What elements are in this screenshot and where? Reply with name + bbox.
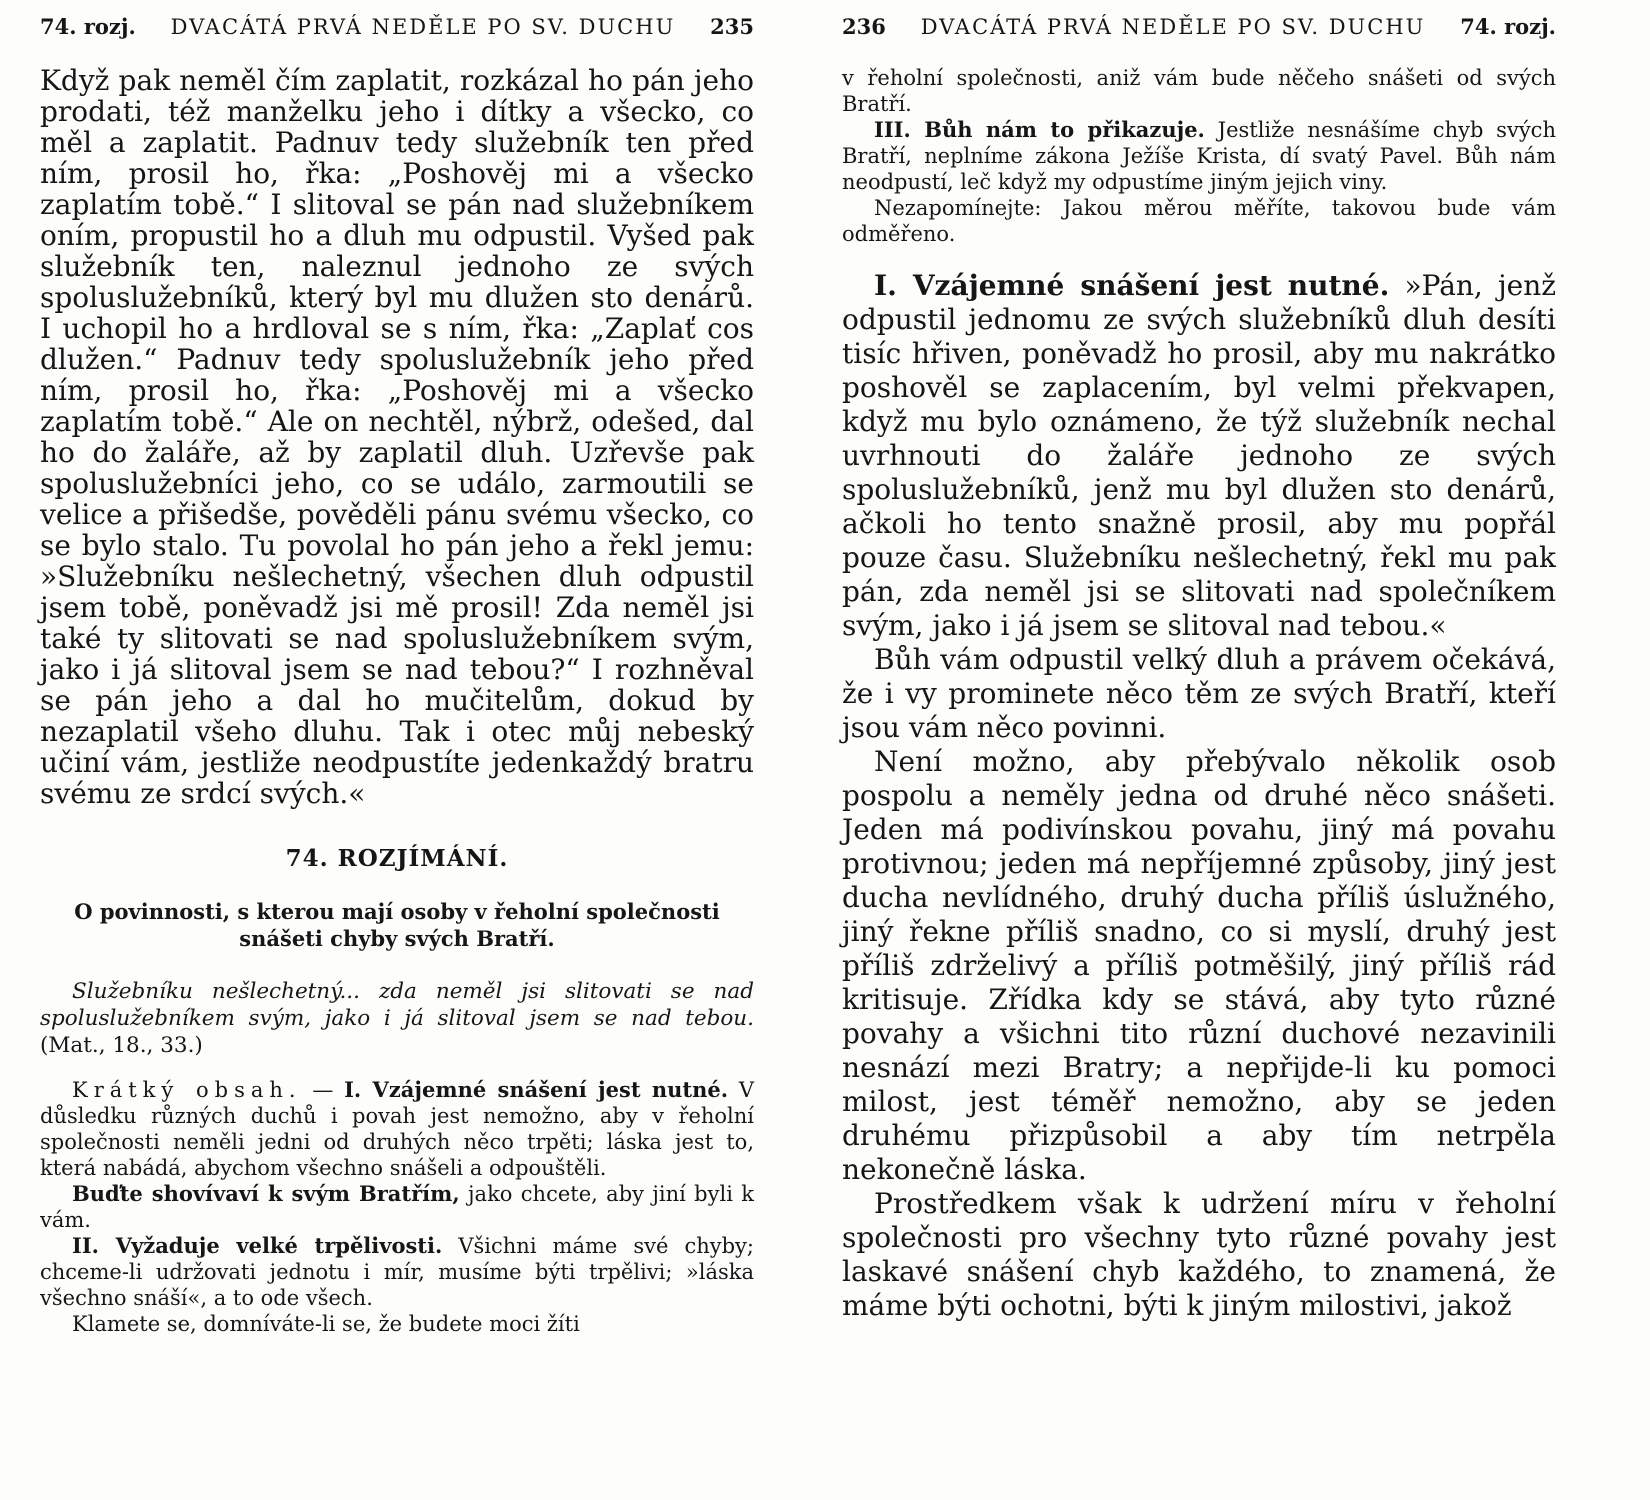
- summary-paragraph: [40, 1311, 754, 1337]
- summary-text: V důsledku různých duchů i povah jest nemožno, aby v řeholní společnosti neměli jedni od druhých něco trpěti; láska jest to, která nabádá, abychom všechno snášeli a odpouštěli.: [40, 1078, 754, 1180]
- summary-paragraph: [40, 1233, 754, 1311]
- page-left: [40, 14, 754, 1337]
- summary-text: jako chcete, aby jiní byli k vám.: [40, 1182, 754, 1232]
- body-text: »Pán, jenž odpustil jednomu ze svých služebníků dluh desíti tisíc hřiven, poněvadž ho prosil, aby mu nakrátko poshověl se zaplacením, byl velmi překvapen, když mu bylo oznámeno, že týž služebník nechal uvrhnouti do žaláře jednoho ze svých spoluslužebníků, jenž mu byl dlužen sto denárů, ačkoli ho tento snažně prosil, aby mu popřál pouze času. Služebníku nešlechetný, řekl mu pak pán, zda neměl jsi se slitovati nad společníkem svým, jako i já jsem se slitoval nad tebou.«: [842, 269, 1556, 642]
- body-paragraph: [842, 745, 1556, 1187]
- running-title: DVACÁTÁ PRVÁ NEDĚLE PO SV. DUCHU: [920, 15, 1426, 39]
- summary-paragraph: [842, 195, 1556, 247]
- body-paragraph: [842, 1187, 1556, 1323]
- meditation-subtitle: O povinnosti, s kterou mají osoby v řeholní společnosti snášeti chyby svých Bratří.: [74, 899, 720, 951]
- summary-point-title: III. Bůh nám to přikazuje.: [874, 117, 1205, 142]
- meditation-heading: 74. ROZJÍMÁNÍ.: [285, 845, 509, 872]
- summary-text: Jestliže nesnášíme chyb svých Bratří, neplníme zákona Ježíše Krista, dí svatý Pavel. Bůh nám neodpustí, leč když my odpustíme jiným jejich viny.: [842, 118, 1556, 194]
- summary-point-title: II. Vyžaduje velké trpělivosti.: [72, 1233, 443, 1258]
- page-header-left: [40, 14, 754, 39]
- epigraph-citation: (Mat., 18., 33.): [40, 1033, 203, 1058]
- gospel-paragraph: Když pak neměl čím zaplatit, rozkázal ho pán jeho prodati, též manželku jeho i dítky a všecko, co měl a zaplatit. Padnuv tedy služebník ten před ním, prosil ho, řka: „Poshověj mi a všecko zaplatím tobě.“ I slitoval se pán nad služebníkem oním, propustil ho a dluh mu odpustil. Vyšed pak služebník ten, naleznul jednoho ze svých spoluslužebníků, který byl mu dlužen sto denárů. I uchopil ho a hrdloval se s ním, řka: „Zaplať cos dlužen.“ Padnuv tedy spoluslužebník jeho před ním, prosil ho, řka: „Poshověj mi a všecko zaplatím tobě.“ Ale on nechtěl, nýbrž, odešed, dal ho do žaláře, až by zaplatil dluh. Uzřevše pak spoluslužebníci jeho, co se událo, zarmoutili se velice a přišedše, pověděli pánu svému všecko, co se bylo stalo. Tu povolal ho pán jeho a řekl jemu: »Služebníku nešlechetný, všechen dluh odpustil jsem tobě, poněvadž jsi mě prosil! Zda neměl jsi také ty slitovati se nad spoluslužebníkem svým, jako i já slitoval jsem se nad tebou?“ I rozhněval se pán jeho a dal ho mučitelům, dokud by nezaplatil všeho dluhu. Tak i otec můj nebeský učiní vám, jestliže neodpustíte jedenkaždý bratru svému ze srdcí svých.«: [40, 64, 754, 810]
- page-number: 235: [710, 14, 754, 39]
- body-text: Prostředkem však k udržení míru v řeholní společnosti pro všechny tyto různé povahy jest laskavé snášení chyb každého, to znamená, že máme býti ochotni, býti k jiným milostivi, jakož: [842, 1187, 1556, 1322]
- epigraph-text: Služebníku nešlechetný... zda neměl jsi slitovati se nad spoluslužebníkem svým, jako i já slitoval jsem se nad tebou.: [40, 979, 754, 1031]
- body-paragraph: [842, 643, 1556, 745]
- summary-text: Nezapomínejte: Jakou měrou měříte, takovou bude vám odměřeno.: [842, 196, 1556, 246]
- summary-lead: Krátký obsah.: [72, 1078, 302, 1102]
- summary-text: Všichni máme své chyby; chceme-li udržovati jednotu i mír, musíme býti trpělivi; »láska všechno snáší«, a to ode všech.: [40, 1234, 755, 1310]
- summary-paragraph: [842, 65, 1556, 117]
- summary-continuation: [842, 65, 1556, 247]
- summary-point-title: Buďte shovívaví k svým Bratřím,: [72, 1181, 460, 1206]
- summary-point-title: I. Vzájemné snášení jest nutné.: [344, 1077, 729, 1102]
- summary-paragraph: [40, 1181, 754, 1233]
- body-paragraph: [842, 269, 1556, 643]
- meditation-ref: 74. rozj.: [40, 14, 136, 39]
- body-point-title: I. Vzájemné snášení jest nutné.: [874, 269, 1390, 302]
- body-text: Není možno, aby přebývalo několik osob pospolu a neměly jedna od druhé něco snášeti. Jeden má podivínskou povahu, jiný má povahu protivnou; jeden má nepříjemné způsoby, jiný jest ducha nevlídného, druhý ducha příliš úslužného, jiný řekne příliš snadno, co si myslí, druhý jest příliš zdrželivý a příliš potměšilý, jiný příliš rád kritisuje. Zřídka kdy se stává, aby tyto různé povahy a všichni tito různí duchové nezavinili nesnází mezi Bratry; a nepřijde-li ku pomoci milost, jest téměř nemožno, aby se jeden druhému přizpůsobil a aby tím netrpěla nekonečně láska.: [842, 745, 1556, 1186]
- page-right: [842, 14, 1556, 1337]
- meditation-ref: 74. rozj.: [1460, 14, 1556, 39]
- summary-paragraph: [842, 117, 1556, 195]
- summary-text: Klamete se, domníváte-li se, že budete moci žíti: [72, 1312, 580, 1336]
- page-number: 236: [842, 14, 886, 39]
- summary-text: v řeholní společnosti, aniž vám bude něčeho snášeti od svých Bratří.: [842, 66, 1556, 116]
- page-header-right: [842, 14, 1556, 39]
- summary-dash: —: [312, 1078, 334, 1102]
- scripture-epigraph: [40, 978, 754, 1059]
- summary-paragraph: [40, 1077, 754, 1181]
- body-text: Bůh vám odpustil velký dluh a právem očekává, že i vy prominete něco těm ze svých Bratří, kteří jsou vám něco povinni.: [842, 643, 1556, 744]
- running-title: DVACÁTÁ PRVÁ NEDĚLE PO SV. DUCHU: [170, 15, 676, 39]
